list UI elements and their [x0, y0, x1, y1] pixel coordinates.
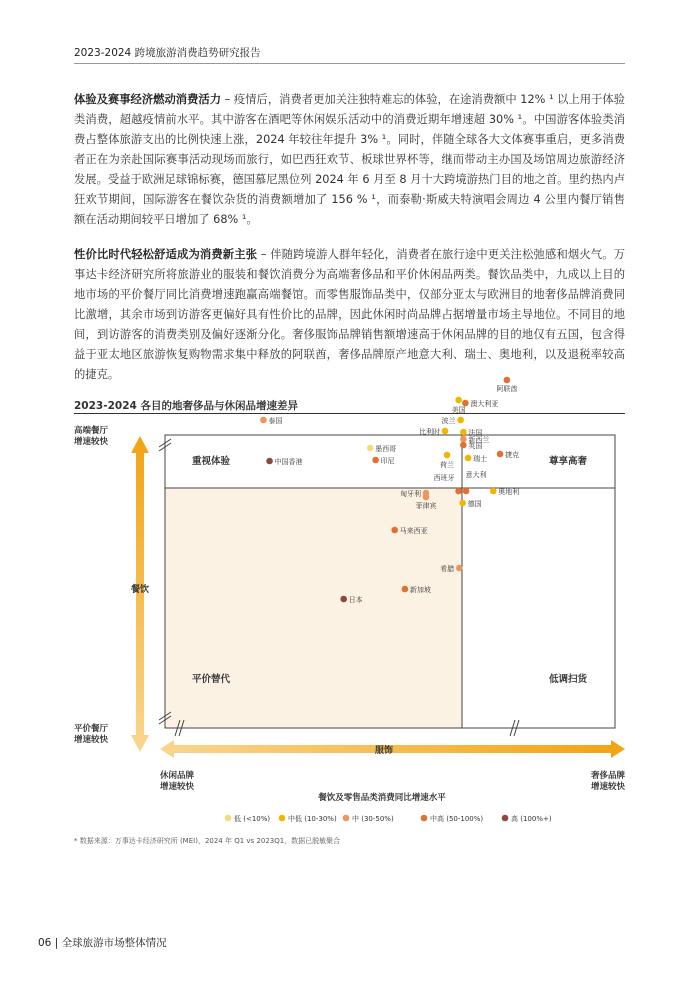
data-point: [340, 596, 347, 603]
x-axis-label: 服饰: [374, 746, 394, 756]
data-point-label: 瑞士: [473, 455, 488, 463]
data-point-label: 波兰: [441, 417, 456, 425]
data-point-label: 奥地利: [498, 488, 520, 496]
data-point-label: 墨西哥: [375, 445, 397, 453]
data-point-label: 美国: [451, 406, 466, 414]
data-point: [455, 397, 462, 404]
legend-label: 中 (30-50%): [352, 815, 394, 823]
data-point: [444, 452, 451, 459]
data-point-label: 匈牙利: [399, 490, 421, 498]
data-point-label: 印尼: [380, 457, 395, 465]
paragraph-heading: 性价比时代轻松舒适成为消费新主张: [74, 248, 258, 261]
data-point: [463, 488, 470, 495]
legend-label: 中低 (10-30%): [288, 815, 337, 823]
quadrant-label-top-right: 尊享高奢: [549, 456, 588, 467]
data-point-label: 英国: [468, 442, 483, 450]
data-point-label: 阿联酋: [496, 385, 518, 393]
data-point: [455, 488, 462, 495]
data-point: [402, 586, 409, 593]
data-point-label: 荷兰: [440, 461, 455, 469]
legend-label: 中高 (50-100%): [430, 815, 484, 823]
data-point: [460, 442, 467, 449]
paragraph-body: – 疫情后，消费者更加关注独特难忘的体验，在途消费额中 12% ¹ 以上用于体验类消费，超越疫情前水平。其中游客在酒吧等休闲娱乐活动中的消费近期年增速超 30% ¹。中国游客体验类消费占整体旅游支出的比例快速上涨，2024 年较往年提升 3% ¹。同时，伴随全球各大文体赛事重启，更多消费者正在为亲赴国际赛事活动现场而旅行，如巴西狂欢节、板球世界杯等，继而带动主办国及场馆周边旅游经济发展。受益于欧洲足球锦标赛，德国慕尼黑位列 2024 年 6 月至 8 月十大跨境游热门目的地之首。里约热内卢狂欢节期间，国际游客在餐饮杂货的消费额增加了 156 % ¹，而泰勒·斯威夫特演唱会周边 4 公里内餐厅销售额在活动期间较平日增加了 68% ¹。: [74, 93, 625, 226]
legend-label: 低 (<10%): [234, 815, 271, 823]
legend-marker: [343, 815, 350, 822]
data-point: [266, 458, 273, 465]
y-axis-bottom-label: 增速较快: [74, 735, 109, 745]
chart-title: 2023-2024 各目的地奢侈品与休闲品增速差异: [74, 400, 298, 412]
quadrant-label-bottom-right: 低调扫货: [549, 674, 588, 685]
legend-marker: [279, 815, 286, 822]
data-point-label: 西班牙: [433, 474, 455, 482]
footer-separator: |: [54, 937, 62, 949]
data-point: [460, 429, 467, 436]
legend-marker: [502, 815, 509, 822]
data-point: [462, 400, 469, 407]
data-point: [442, 428, 449, 435]
data-point-label: 澳大利亚: [470, 400, 499, 408]
data-point-label: 马来西亚: [399, 527, 428, 535]
data-point: [459, 500, 466, 507]
data-point-label: 法国: [468, 429, 483, 437]
source-note: * 数据来源：万事达卡经济研究所 (MEI)，2024 年 Q1 vs 2023Q1，数据已脱敏聚合: [74, 837, 341, 845]
data-point-label: 新西兰: [468, 436, 490, 444]
x-axis-right-label: 增速较快: [590, 782, 625, 792]
paragraph-body: – 伴随跨境游人群年轻化，消费者在旅行途中更关注松弛感和烟火气。万事达卡经济研究所将旅游业的服装和餐饮消费分为高端奢侈品和平价休闲品两类。餐饮品类中，九成以上目的地市场的平价餐厅同比消费增速跑赢高端餐馆。而零售服饰品类中，仅部分亚太与欧洲目的地奢侈品牌消费同比激增，其余市场到访游客更偏好具有性价比的品牌，因此休闲时尚品牌占据增量市场主导地位。不同目的地间，到访游客的消费类别及偏好逐渐分化。奢侈服饰品牌销售额增速高于休闲品牌的目的地仅有五国，包含得益于亚太地区旅游恢复购物需求集中释放的阿联酋，奢侈品牌原产地意大利、瑞士、奥地利，以及退税率较高的捷克。: [74, 248, 625, 381]
legend-marker: [225, 815, 232, 822]
y-axis-label: 餐饮: [130, 585, 150, 595]
section-name: 全球旅游市场整体情况: [61, 937, 167, 949]
data-point: [497, 451, 504, 458]
data-point-label: 捷克: [505, 451, 520, 459]
y-axis-top-label: 高端餐厅: [74, 426, 109, 436]
data-point: [260, 417, 267, 424]
legend-marker: [421, 815, 428, 822]
data-point: [391, 527, 398, 534]
data-point-label: 中国香港: [274, 458, 303, 466]
x-axis-right-label: 奢侈品牌: [590, 771, 625, 781]
data-point-label: 比利时: [419, 428, 440, 436]
data-point-label: 德国: [467, 500, 482, 508]
data-point-label: 希腊: [440, 565, 455, 573]
x-axis-left-label: 增速较快: [160, 782, 195, 792]
quadrant-label-bottom-left: 平价替代: [192, 674, 231, 685]
y-axis-top-label: 增速较快: [74, 437, 109, 447]
report-header: 2023-2024 跨境旅游消费趋势研究报告: [74, 47, 261, 59]
data-point: [465, 455, 472, 462]
data-point: [372, 457, 379, 464]
data-point-label: 泰国: [268, 417, 283, 425]
page-number: 06: [38, 937, 52, 949]
data-point: [367, 445, 374, 452]
data-point: [457, 417, 464, 424]
quadrant-bg-bottom-left: [165, 488, 462, 728]
quadrant-label-top-left: 重视体验: [192, 456, 231, 467]
paragraph-heading: 体验及赛事经济燃动消费活力: [74, 93, 222, 106]
y-axis-bottom-label: 平价餐厅: [74, 724, 109, 734]
page-footer: [38, 935, 167, 950]
data-point-label: 新加坡: [409, 586, 431, 594]
data-point: [460, 436, 467, 443]
data-point: [490, 488, 497, 495]
data-point: [423, 494, 430, 501]
data-point-label: 菲律宾: [415, 502, 437, 510]
legend-label: 高 (100%+): [511, 815, 552, 823]
data-point: [456, 565, 463, 572]
data-point: [504, 377, 511, 384]
data-point-label: 意大利: [465, 471, 487, 479]
x-axis-title: 餐饮及零售品类消费同比增速水平: [318, 793, 446, 803]
x-axis-left-label: 休闲品牌: [160, 771, 195, 781]
data-point-label: 日本: [348, 596, 363, 604]
